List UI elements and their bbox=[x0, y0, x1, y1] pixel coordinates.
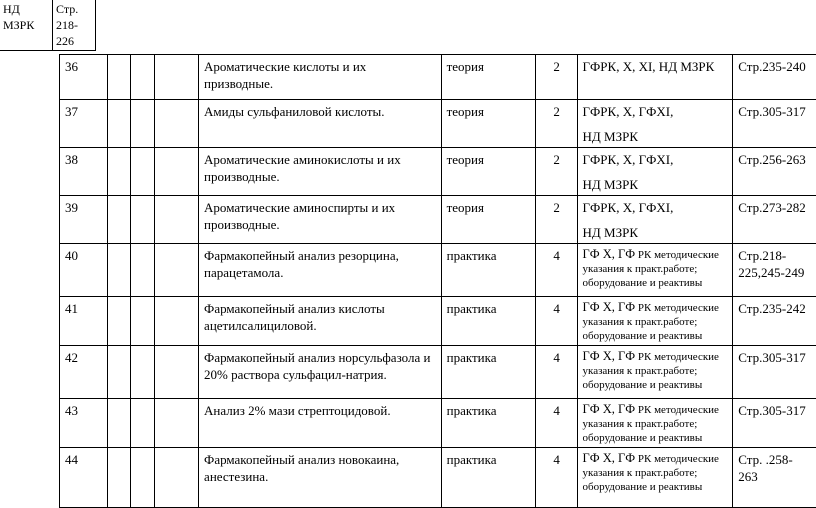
hours-cell: 4 bbox=[535, 448, 577, 508]
sources-text: РК методические указания к практ.работе; оборудование и реактивы bbox=[583, 404, 719, 444]
sources-text: РК методические указания к практ.работе; оборудование и реактивы bbox=[583, 351, 719, 391]
empty-cell bbox=[108, 244, 131, 297]
lesson-number-cell: 43 bbox=[60, 399, 108, 448]
topic-cell: Ароматические кислоты и их призводные. bbox=[199, 55, 442, 100]
lesson-number-cell: 36 bbox=[60, 55, 108, 100]
header-fragment-table bbox=[0, 0, 96, 51]
hours-cell: 2 bbox=[535, 196, 577, 244]
lesson-number-cell: 42 bbox=[60, 346, 108, 399]
empty-cell bbox=[131, 448, 155, 508]
empty-cell bbox=[155, 297, 199, 346]
sources-cell bbox=[577, 346, 733, 399]
sources-line-2: НД МЗРК bbox=[583, 224, 729, 241]
lesson-type-cell: практика bbox=[441, 346, 535, 399]
sources-cell bbox=[577, 55, 733, 100]
sources-line-1: ГФРК, Х, ГФХI, bbox=[583, 104, 674, 119]
lesson-type-cell: практика bbox=[441, 448, 535, 508]
empty-cell bbox=[131, 196, 155, 244]
topic-cell: Фармакопейный анализ новокаина, анестезина. bbox=[199, 448, 442, 508]
hours-cell: 2 bbox=[535, 55, 577, 100]
sources-lead: ГФ Х, ГФ bbox=[583, 402, 636, 416]
topic-cell: Фармакопейный анализ кислоты ацетилсалициловой. bbox=[199, 297, 442, 346]
empty-cell bbox=[155, 196, 199, 244]
topic-cell: Фармакопейный анализ норсульфазола и 20% раствора сульфацил-натрия. bbox=[199, 346, 442, 399]
sources-lead: ГФ Х, ГФ bbox=[583, 247, 636, 261]
pages-cell: Стр.235-242 bbox=[733, 297, 816, 346]
table-row bbox=[60, 196, 816, 244]
hours-cell: 4 bbox=[535, 399, 577, 448]
lesson-type-cell: практика bbox=[441, 399, 535, 448]
empty-cell bbox=[108, 448, 131, 508]
lesson-number-cell: 37 bbox=[60, 100, 108, 148]
sources-lead: ГФ Х, ГФ bbox=[583, 451, 636, 465]
empty-cell bbox=[108, 346, 131, 399]
empty-cell bbox=[108, 399, 131, 448]
empty-cell bbox=[108, 196, 131, 244]
sources-line-1: ГФРК, Х, XI, НД МЗРК bbox=[583, 59, 715, 74]
pages-cell: Стр.305-317 bbox=[733, 100, 816, 148]
lesson-type-cell: теория bbox=[441, 55, 535, 100]
header-pages-cell: Стр. 218-226 bbox=[53, 0, 96, 51]
empty-cell bbox=[108, 297, 131, 346]
empty-cell bbox=[131, 297, 155, 346]
table-row bbox=[60, 399, 816, 448]
empty-cell bbox=[155, 346, 199, 399]
sources-line-2: НД МЗРК bbox=[583, 128, 729, 145]
sources-text: РК методические указания к практ.работе; оборудование и реактивы bbox=[583, 302, 719, 342]
sources-cell bbox=[577, 244, 733, 297]
topic-cell: Амиды сульфаниловой кислоты. bbox=[199, 100, 442, 148]
sources-text: РК методические указания к практ.работе; оборудование и реактивы bbox=[583, 249, 719, 289]
sources-cell bbox=[577, 100, 733, 148]
pages-cell: Стр.256-263 bbox=[733, 148, 816, 196]
empty-cell bbox=[131, 148, 155, 196]
hours-cell: 4 bbox=[535, 297, 577, 346]
empty-cell bbox=[108, 148, 131, 196]
curriculum-table bbox=[59, 54, 816, 508]
sources-cell bbox=[577, 448, 733, 508]
lesson-number-cell: 40 bbox=[60, 244, 108, 297]
sources-cell bbox=[577, 399, 733, 448]
empty-cell bbox=[131, 399, 155, 448]
topic-cell: Фармакопейный анализ резорцина, парацетамола. bbox=[199, 244, 442, 297]
topic-cell: Ароматические аминокислоты и их производные. bbox=[199, 148, 442, 196]
empty-cell bbox=[155, 148, 199, 196]
lesson-type-cell: практика bbox=[441, 244, 535, 297]
empty-cell bbox=[155, 100, 199, 148]
lesson-number-cell: 44 bbox=[60, 448, 108, 508]
lesson-type-cell: теория bbox=[441, 100, 535, 148]
table-row bbox=[60, 55, 816, 100]
table-row bbox=[60, 297, 816, 346]
lesson-type-cell: практика bbox=[441, 297, 535, 346]
pages-cell: Стр.218-225,245-249 bbox=[733, 244, 816, 297]
sources-line-2: НД МЗРК bbox=[583, 176, 729, 193]
pages-cell: Стр.305-317 bbox=[733, 346, 816, 399]
pages-cell: Стр. .258-263 bbox=[733, 448, 816, 508]
sources-lead: ГФ Х, ГФ bbox=[583, 349, 636, 363]
hours-cell: 2 bbox=[535, 100, 577, 148]
empty-cell bbox=[131, 244, 155, 297]
hours-cell: 2 bbox=[535, 148, 577, 196]
sources-line-1: ГФРК, Х, ГФХI, bbox=[583, 152, 674, 167]
hours-cell: 4 bbox=[535, 346, 577, 399]
pages-cell: Стр.235-240 bbox=[733, 55, 816, 100]
table-row bbox=[60, 346, 816, 399]
sources-text: РК методические указания к практ.работе; оборудование и реактивы bbox=[583, 453, 719, 493]
sources-line-1: ГФРК, Х, ГФХI, bbox=[583, 200, 674, 215]
empty-cell bbox=[108, 55, 131, 100]
topic-cell: Анализ 2% мази стрептоцидовой. bbox=[199, 399, 442, 448]
empty-cell bbox=[155, 244, 199, 297]
sources-cell bbox=[577, 297, 733, 346]
empty-cell bbox=[155, 448, 199, 508]
pages-cell: Стр.273-282 bbox=[733, 196, 816, 244]
table-row bbox=[60, 148, 816, 196]
pages-cell: Стр.305-317 bbox=[733, 399, 816, 448]
empty-cell bbox=[131, 100, 155, 148]
empty-cell bbox=[131, 346, 155, 399]
table-row bbox=[60, 448, 816, 508]
table-row bbox=[60, 244, 816, 297]
lesson-number-cell: 39 bbox=[60, 196, 108, 244]
empty-cell bbox=[155, 55, 199, 100]
sources-cell bbox=[577, 148, 733, 196]
header-nd-cell: НД МЗРК bbox=[0, 0, 53, 51]
lesson-type-cell: теория bbox=[441, 196, 535, 244]
empty-cell bbox=[131, 55, 155, 100]
sources-cell bbox=[577, 196, 733, 244]
lesson-number-cell: 38 bbox=[60, 148, 108, 196]
lesson-type-cell: теория bbox=[441, 148, 535, 196]
topic-cell: Ароматические аминоспирты и их производные. bbox=[199, 196, 442, 244]
empty-cell bbox=[108, 100, 131, 148]
lesson-number-cell: 41 bbox=[60, 297, 108, 346]
empty-cell bbox=[155, 399, 199, 448]
table-row bbox=[60, 100, 816, 148]
hours-cell: 4 bbox=[535, 244, 577, 297]
sources-lead: ГФ Х, ГФ bbox=[583, 300, 636, 314]
